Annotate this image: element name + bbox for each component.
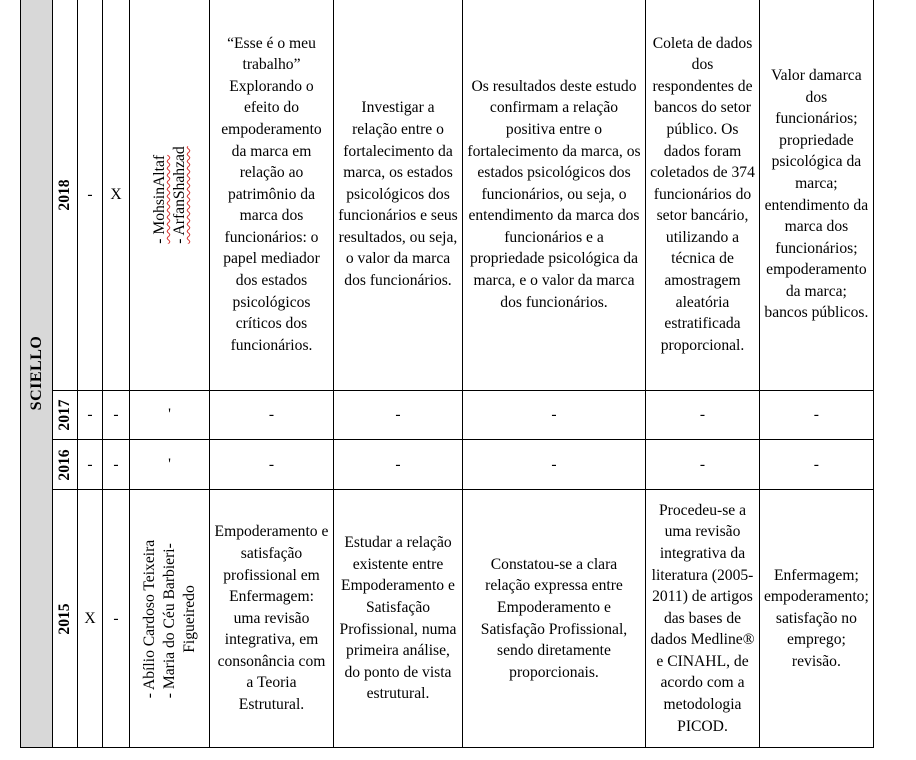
- method-cell: -: [646, 440, 760, 490]
- method-cell: -: [646, 391, 760, 440]
- authors-list: [150, 146, 190, 243]
- author-name: Figueiredo: [180, 584, 198, 653]
- method-text: Procedeu-se a uma revisão integrativa da literatura (2005-2011) de artigos das bases de dados Medline® e CINAHL, de acordo com a metodologia PICOD.: [650, 501, 755, 735]
- title-cell: [210, 490, 334, 748]
- author-name: - Maria do Céu Barbieri-: [160, 542, 178, 698]
- year-label: 2015: [56, 602, 74, 635]
- authors-cell: ': [130, 391, 210, 440]
- objective-cell: [334, 490, 463, 748]
- results-text: Os resultados deste estudo confirmam a relação positiva entre o fortalecimento da marca, os estados psicológicos dos funcionários, ou seja, o entendimento da marca dos funcionários e a propriedade psicológica da marca, e o valor da marca dos funcionários.: [467, 77, 641, 311]
- keywords-text: Valor damarca dos funcionários; propriedade psicológica da marca; entendimento da marca dos funcionários; empoderamento da marca; bancos públicos.: [764, 66, 869, 322]
- flag-a-cell: -: [78, 391, 103, 440]
- table-row-2015: [21, 490, 874, 748]
- table-row-2016: [21, 440, 874, 490]
- title-text: Empoderamento e satisfação profissional em Enfermagem: uma revisão integrativa, em consonância com a Teoria Estrutural.: [214, 523, 329, 714]
- keywords-cell: -: [760, 391, 874, 440]
- flag-a-cell: X: [78, 490, 103, 748]
- objective-cell: -: [334, 440, 463, 490]
- author-name: - Abílio Cardoso Teixeira: [140, 539, 158, 698]
- method-cell: [646, 0, 760, 391]
- flag-a-cell: -: [78, 440, 103, 490]
- year-cell: [53, 391, 78, 440]
- author-name: - MohsinAltaf: [150, 154, 168, 244]
- year-cell: [53, 490, 78, 748]
- method-text: Coleta de dados dos respondentes de bancos do setor público. Os dados foram coletados de 374 funcionários do setor bancário, utilizando a técnica de amostragem aleatória estratificada proporcional.: [650, 34, 755, 354]
- year-label: 2016: [56, 448, 74, 481]
- results-cell: [463, 490, 646, 748]
- title-cell: -: [210, 440, 334, 490]
- objective-text: Investigar a relação entre o fortalecimento da marca, os estados psicológicos dos funcionários e seus resultados, ou seja, o valor da marca dos funcionários.: [338, 99, 458, 290]
- flag-a-cell: -: [78, 0, 103, 391]
- database-label: SCIELLO: [27, 335, 45, 411]
- year-cell: [53, 0, 78, 391]
- method-cell: [646, 490, 760, 748]
- table-row-2018: [21, 0, 874, 391]
- results-text: Constatou-se a clara relação expressa entre Empoderamento e Satisfação Profissional, sendo diretamente proporcionais.: [480, 555, 628, 681]
- results-cell: -: [463, 391, 646, 440]
- keywords-cell: -: [760, 440, 874, 490]
- flag-b-cell: -: [103, 440, 130, 490]
- objective-text: Estudar a relação existente entre Empoderamento e Satisfação Profissional, numa primeira análise, do ponto de vista estrutural.: [339, 534, 457, 703]
- authors-list: [140, 539, 200, 697]
- objective-cell: -: [334, 391, 463, 440]
- title-text: “Esse é o meu trabalho” Explorando o efeito do empoderamento da marca em relação ao patrimônio da marca dos funcionários: o papel mediador dos estados psicológicos críticos dos funcionários.: [221, 34, 322, 354]
- keywords-cell: [760, 490, 874, 748]
- author-name: - ArfanShahzad: [170, 145, 188, 244]
- results-cell: -: [463, 440, 646, 490]
- flag-b-cell: -: [103, 490, 130, 748]
- flag-b-cell: -: [103, 391, 130, 440]
- authors-cell: [130, 490, 210, 748]
- keywords-text: Enfermagem; empoderamento; satisfação no emprego; revisão.: [764, 566, 869, 670]
- authors-cell: ': [130, 440, 210, 490]
- year-cell: [53, 440, 78, 490]
- review-table: [20, 0, 874, 748]
- objective-cell: [334, 0, 463, 391]
- flag-b-cell: X: [103, 0, 130, 391]
- title-cell: [210, 0, 334, 391]
- table-row-2017: [21, 391, 874, 440]
- results-cell: [463, 0, 646, 391]
- title-cell: -: [210, 391, 334, 440]
- database-cell: [21, 0, 53, 748]
- keywords-cell: [760, 0, 874, 391]
- year-label: 2017: [56, 399, 74, 431]
- year-label: 2018: [56, 178, 74, 211]
- authors-cell: [130, 0, 210, 391]
